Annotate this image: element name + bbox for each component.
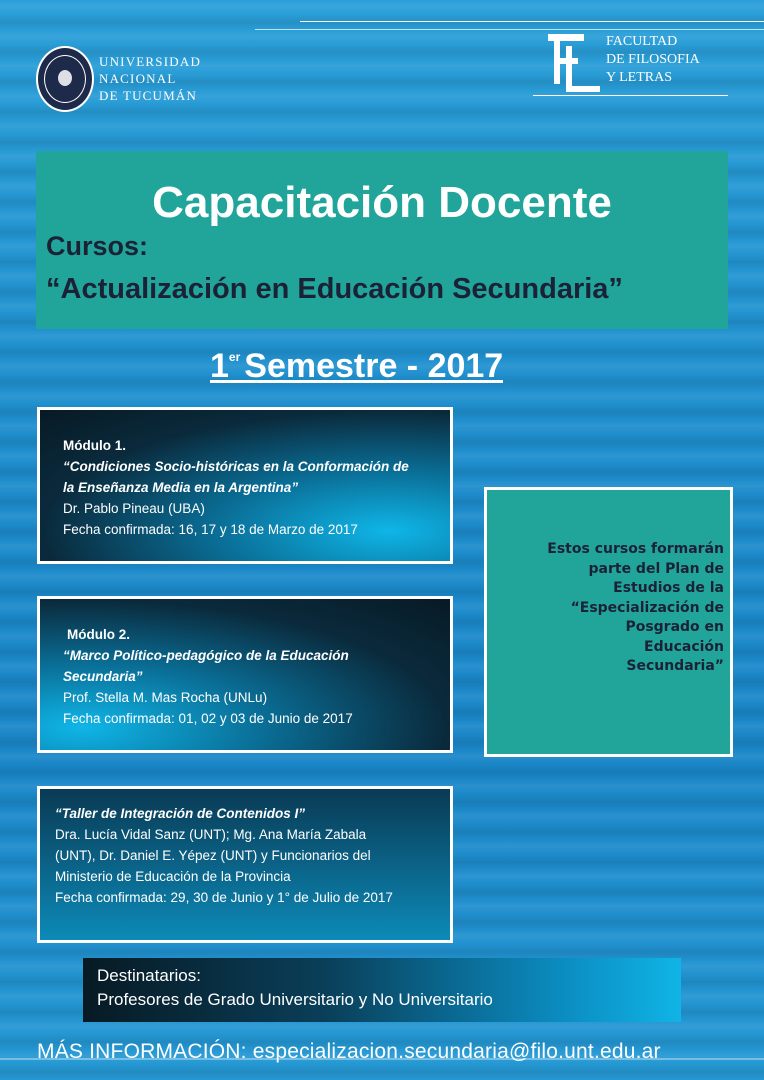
workshop-teacher-line-2: (UNT), Dr. Daniel E. Yépez (UNT) y Funcionarios del [55,848,371,863]
semester-heading [210,337,503,383]
footer-label: MÁS INFORMACIÓN: [37,1040,247,1063]
audience-value: Profesores de Grado Universitario y No Universitario [97,990,493,1009]
side-note-line-2: parte del Plan de [588,560,724,577]
module-2-date: Fecha confirmada: 01, 02 y 03 de Junio de 2017 [63,711,353,726]
faculty-rule [533,95,728,96]
seal-emblem [58,70,72,86]
module-2-teacher: Prof. Stella M. Mas Rocha (UNLu) [63,690,268,705]
module-2-heading: Módulo 2. [67,627,130,642]
module-2-title-line-2: Secundaria” [63,669,143,684]
semester-text: Semestre - 2017 [244,347,504,385]
side-note-line-5: Posgrado en [625,619,724,635]
side-note-line-4: “Especialización de [570,599,724,616]
university-line-3: DE TUCUMÁN [99,88,198,103]
semester-superscript: er [228,350,241,364]
module-2-text [63,624,353,729]
university-name [99,53,219,104]
audience-label: Destinatarios: [97,966,201,985]
side-note-line-6: Educación [644,638,724,655]
module-1-title-line-2: la Enseñanza Media en la Argentina” [63,480,299,495]
module-1-title-line-1: “Condiciones Socio-históricas en la Conformación de [63,459,409,474]
module-1-teacher: Dr. Pablo Pineau (UBA) [63,501,205,516]
workshop-teacher-line-1: Dra. Lucía Vidal Sanz (UNT); Mg. Ana María Zabala [55,827,367,842]
top-rule [300,21,764,22]
module-1-heading: Módulo 1. [63,438,126,453]
university-line-2: NACIONAL [99,71,177,86]
side-note-text [494,540,724,677]
module-1-text [63,435,409,540]
semester-number: 1 [210,347,229,385]
module-1-date: Fecha confirmada: 16, 17 y 18 de Marzo de 2017 [63,522,358,537]
faculty-logo-icon [544,32,602,94]
cursos-label: Cursos: [46,231,149,261]
footer-info [37,1038,661,1066]
university-line-1: UNIVERSIDAD [99,54,202,69]
faculty-name [606,33,700,87]
side-note-line-7: Secundaria” [626,658,724,674]
workshop-text [55,803,393,908]
workshop-title: “Taller de Integración de Contenidos I” [55,806,306,821]
audience-text [97,964,493,1012]
workshop-teacher-line-3: Ministerio de Educación de la Provincia [55,869,291,884]
faculty-line-1: FACULTAD [606,34,678,49]
main-title: Capacitación Docente [152,178,612,227]
module-2-title-line-1: “Marco Político-pedagógico de la Educación [63,648,349,663]
footer-email-link[interactable]: especializacion.secundaria@filo.unt.edu.ar [252,1040,661,1063]
top-rule-secondary [255,29,764,30]
workshop-date: Fecha confirmada: 29, 30 de Junio y 1° de Julio de 2017 [55,890,393,905]
side-note-line-3: Estudios de la [613,580,724,596]
faculty-line-3: Y LETRAS [606,70,672,85]
side-note-line-1: Estos cursos formarán [547,541,724,557]
course-name: “Actualización en Educación Secundaria” [46,273,623,305]
faculty-line-2: DE FILOSOFIA [606,52,700,67]
